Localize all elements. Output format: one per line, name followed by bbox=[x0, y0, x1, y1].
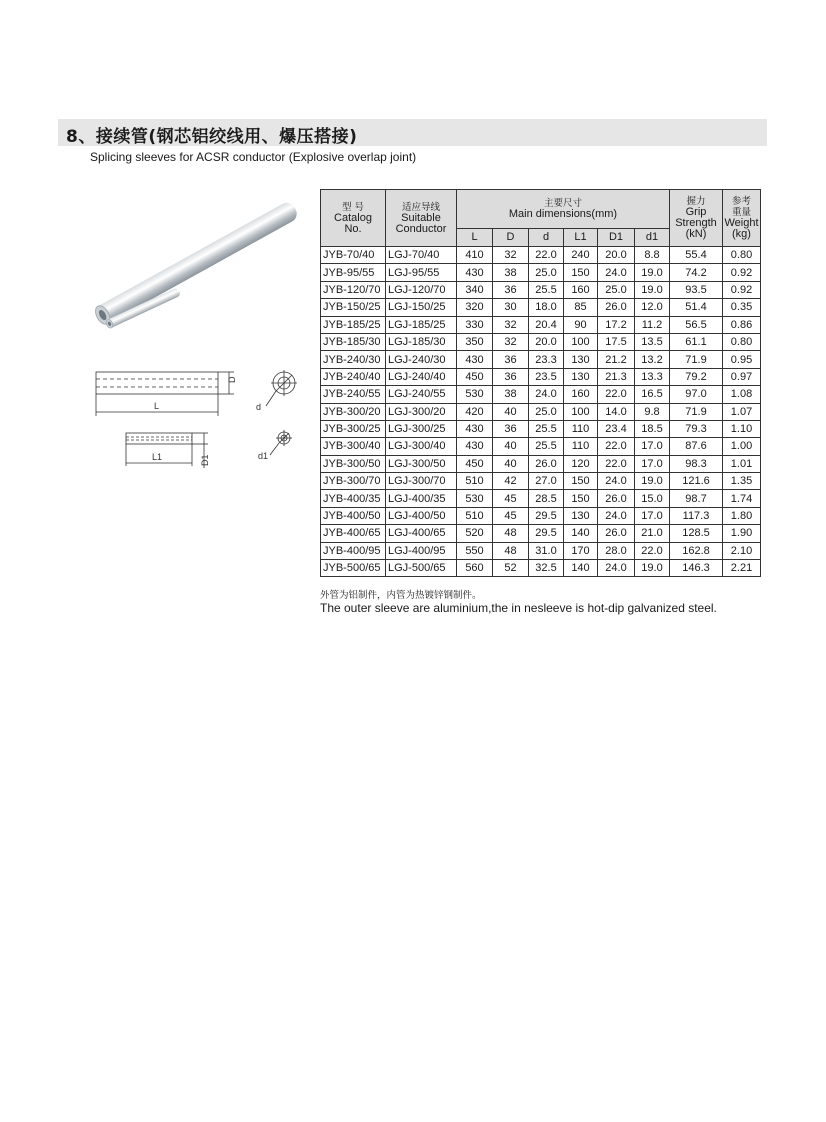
table-cell: JYB-300/40 bbox=[321, 438, 386, 455]
table-cell: 1.08 bbox=[723, 386, 761, 403]
table-cell: 38 bbox=[493, 386, 529, 403]
table-cell: JYB-400/95 bbox=[321, 542, 386, 559]
table-cell: 28.5 bbox=[529, 490, 564, 507]
section-title: 8、接续管(钢芯铝绞线用、爆压搭接) bbox=[66, 127, 358, 147]
table-row bbox=[321, 264, 761, 281]
table-cell: 130 bbox=[564, 507, 598, 524]
table-cell: LGJ-400/95 bbox=[386, 542, 457, 559]
table-row bbox=[321, 281, 761, 298]
table-row bbox=[321, 525, 761, 542]
table-cell: 61.1 bbox=[670, 333, 723, 350]
table-cell: 71.9 bbox=[670, 351, 723, 368]
table-cell: 19.0 bbox=[635, 473, 670, 490]
table-cell: 121.6 bbox=[670, 473, 723, 490]
table-cell: LGJ-300/70 bbox=[386, 473, 457, 490]
header-d: d bbox=[529, 229, 564, 247]
table-cell: 25.5 bbox=[529, 281, 564, 298]
label-D1: D1 bbox=[200, 454, 210, 466]
table-cell: 130 bbox=[564, 351, 598, 368]
table-cell: 350 bbox=[457, 333, 493, 350]
table-cell: 170 bbox=[564, 542, 598, 559]
table-cell: 1.07 bbox=[723, 403, 761, 420]
table-cell: 450 bbox=[457, 368, 493, 385]
table-cell: 22.0 bbox=[598, 455, 635, 472]
table-cell: 36 bbox=[493, 281, 529, 298]
table-cell: 21.2 bbox=[598, 351, 635, 368]
table-row bbox=[321, 386, 761, 403]
table-cell: 18.0 bbox=[529, 299, 564, 316]
table-cell: 74.2 bbox=[670, 264, 723, 281]
table-cell: 19.0 bbox=[635, 264, 670, 281]
table-cell: 100 bbox=[564, 403, 598, 420]
table-cell: LGJ-300/20 bbox=[386, 403, 457, 420]
header-L: L bbox=[457, 229, 493, 247]
header-D1: D1 bbox=[598, 229, 635, 247]
table-cell: 32.5 bbox=[529, 560, 564, 577]
table-row bbox=[321, 542, 761, 559]
table-cell: LGJ-300/40 bbox=[386, 438, 457, 455]
table-cell: 36 bbox=[493, 368, 529, 385]
table-cell: 14.0 bbox=[598, 403, 635, 420]
table-cell: 13.3 bbox=[635, 368, 670, 385]
table-cell: 40 bbox=[493, 455, 529, 472]
table-cell: 55.4 bbox=[670, 247, 723, 264]
table-cell: 430 bbox=[457, 264, 493, 281]
table-cell: 0.92 bbox=[723, 281, 761, 298]
table-cell: 24.0 bbox=[598, 560, 635, 577]
table-cell: 22.0 bbox=[635, 542, 670, 559]
table-cell: 97.0 bbox=[670, 386, 723, 403]
table-row bbox=[321, 316, 761, 333]
table-cell: 30 bbox=[493, 299, 529, 316]
table-cell: 420 bbox=[457, 403, 493, 420]
table-cell: 24.0 bbox=[529, 386, 564, 403]
table-cell: 93.5 bbox=[670, 281, 723, 298]
table-cell: 48 bbox=[493, 542, 529, 559]
table-cell: 17.0 bbox=[635, 438, 670, 455]
table-cell: 410 bbox=[457, 247, 493, 264]
table-cell: 98.7 bbox=[670, 490, 723, 507]
table-cell: 1.01 bbox=[723, 455, 761, 472]
table-row bbox=[321, 507, 761, 524]
table-cell: 0.95 bbox=[723, 351, 761, 368]
table-cell: 430 bbox=[457, 351, 493, 368]
table-cell: 140 bbox=[564, 560, 598, 577]
table-cell: 150 bbox=[564, 264, 598, 281]
table-cell: 27.0 bbox=[529, 473, 564, 490]
table-cell: 24.0 bbox=[598, 264, 635, 281]
table-cell: LGJ-120/70 bbox=[386, 281, 457, 298]
table-cell: 13.5 bbox=[635, 333, 670, 350]
table-cell: 36 bbox=[493, 420, 529, 437]
table-cell: LGJ-70/40 bbox=[386, 247, 457, 264]
table-cell: 0.80 bbox=[723, 333, 761, 350]
dimension-drawing bbox=[88, 360, 308, 475]
table-cell: 110 bbox=[564, 420, 598, 437]
table-row bbox=[321, 560, 761, 577]
table-cell: 15.0 bbox=[635, 490, 670, 507]
table-cell: 40 bbox=[493, 438, 529, 455]
table-cell: 85 bbox=[564, 299, 598, 316]
table-cell: 2.10 bbox=[723, 542, 761, 559]
header-grip: 握力 Grip Strength (kN) bbox=[670, 190, 723, 247]
table-cell: 0.86 bbox=[723, 316, 761, 333]
table-cell: 90 bbox=[564, 316, 598, 333]
table-cell: 160 bbox=[564, 386, 598, 403]
table-cell: 162.8 bbox=[670, 542, 723, 559]
table-cell: 79.3 bbox=[670, 420, 723, 437]
table-row bbox=[321, 403, 761, 420]
table-cell: 0.92 bbox=[723, 264, 761, 281]
sleeve-photo bbox=[80, 190, 310, 340]
table-cell: 42 bbox=[493, 473, 529, 490]
table-cell: 52 bbox=[493, 560, 529, 577]
table-cell: 1.80 bbox=[723, 507, 761, 524]
table-cell: 12.0 bbox=[635, 299, 670, 316]
table-cell: 24.0 bbox=[598, 473, 635, 490]
table-cell: 25.0 bbox=[598, 281, 635, 298]
table-cell: JYB-400/50 bbox=[321, 507, 386, 524]
table-cell: 560 bbox=[457, 560, 493, 577]
table-cell: 26.0 bbox=[529, 455, 564, 472]
table-cell: 11.2 bbox=[635, 316, 670, 333]
table-cell: JYB-400/65 bbox=[321, 525, 386, 542]
table-row bbox=[321, 490, 761, 507]
table-cell: JYB-95/55 bbox=[321, 264, 386, 281]
table-cell: 25.5 bbox=[529, 420, 564, 437]
table-cell: 8.8 bbox=[635, 247, 670, 264]
header-dimensions: 主要尺寸 Main dimensions(mm) bbox=[457, 190, 670, 229]
table-cell: 29.5 bbox=[529, 507, 564, 524]
table-cell: 146.3 bbox=[670, 560, 723, 577]
table-cell: 430 bbox=[457, 438, 493, 455]
table-cell: 520 bbox=[457, 525, 493, 542]
table-cell: 120 bbox=[564, 455, 598, 472]
table-row bbox=[321, 438, 761, 455]
table-cell: 22.0 bbox=[598, 438, 635, 455]
table-cell: 17.5 bbox=[598, 333, 635, 350]
table-cell: 29.5 bbox=[529, 525, 564, 542]
table-cell: 98.3 bbox=[670, 455, 723, 472]
table-cell: LGJ-300/50 bbox=[386, 455, 457, 472]
label-d: d bbox=[256, 402, 262, 412]
table-cell: 1.35 bbox=[723, 473, 761, 490]
table-cell: 2.21 bbox=[723, 560, 761, 577]
table-cell: JYB-240/30 bbox=[321, 351, 386, 368]
table-cell: 20.0 bbox=[598, 247, 635, 264]
label-L1: L1 bbox=[152, 452, 163, 462]
header-weight: 参考重量 Weight (kg) bbox=[723, 190, 761, 247]
table-cell: JYB-300/70 bbox=[321, 473, 386, 490]
table-cell: LGJ-185/30 bbox=[386, 333, 457, 350]
table-cell: 23.5 bbox=[529, 368, 564, 385]
table-row bbox=[321, 368, 761, 385]
table-cell: 45 bbox=[493, 507, 529, 524]
table-cell: 28.0 bbox=[598, 542, 635, 559]
table-cell: LGJ-400/50 bbox=[386, 507, 457, 524]
table-cell: 40 bbox=[493, 403, 529, 420]
table-cell: JYB-300/50 bbox=[321, 455, 386, 472]
label-d1: d1 bbox=[258, 451, 269, 461]
table-cell: 19.0 bbox=[635, 560, 670, 577]
header-model: 型 号 Catalog No. bbox=[321, 190, 386, 247]
table-cell: 17.0 bbox=[635, 455, 670, 472]
table-cell: 38 bbox=[493, 264, 529, 281]
table-cell: 117.3 bbox=[670, 507, 723, 524]
spec-table bbox=[320, 189, 761, 577]
table-row bbox=[321, 333, 761, 350]
outer-sleeve-image bbox=[93, 200, 300, 327]
header-conductor: 适应导线 Suitable Conductor bbox=[386, 190, 457, 247]
table-cell: 23.4 bbox=[598, 420, 635, 437]
table-cell: 56.5 bbox=[670, 316, 723, 333]
table-row bbox=[321, 247, 761, 264]
table-cell: 87.6 bbox=[670, 438, 723, 455]
table-cell: 430 bbox=[457, 420, 493, 437]
outer-sleeve-side-view bbox=[96, 372, 218, 394]
table-cell: 32 bbox=[493, 316, 529, 333]
table-cell: 24.0 bbox=[598, 507, 635, 524]
table-cell: 48 bbox=[493, 525, 529, 542]
table-row bbox=[321, 473, 761, 490]
table-cell: 450 bbox=[457, 455, 493, 472]
table-cell: LGJ-150/25 bbox=[386, 299, 457, 316]
table-cell: LGJ-185/25 bbox=[386, 316, 457, 333]
table-cell: 23.3 bbox=[529, 351, 564, 368]
table-cell: 32 bbox=[493, 247, 529, 264]
table-cell: JYB-400/35 bbox=[321, 490, 386, 507]
table-cell: 19.0 bbox=[635, 281, 670, 298]
table-cell: 51.4 bbox=[670, 299, 723, 316]
table-cell: 9.8 bbox=[635, 403, 670, 420]
table-cell: 0.35 bbox=[723, 299, 761, 316]
header-d1: d1 bbox=[635, 229, 670, 247]
table-cell: JYB-120/70 bbox=[321, 281, 386, 298]
table-cell: LGJ-240/55 bbox=[386, 386, 457, 403]
table-cell: 25.0 bbox=[529, 264, 564, 281]
note-chinese: 外管为铝制件，内管为热镀锌钢制件。 bbox=[320, 590, 482, 601]
table-cell: 26.0 bbox=[598, 490, 635, 507]
table-cell: 20.0 bbox=[529, 333, 564, 350]
table-row bbox=[321, 351, 761, 368]
table-cell: 0.97 bbox=[723, 368, 761, 385]
table-cell: 340 bbox=[457, 281, 493, 298]
table-cell: LGJ-400/35 bbox=[386, 490, 457, 507]
table-cell: 79.2 bbox=[670, 368, 723, 385]
table-cell: LGJ-300/25 bbox=[386, 420, 457, 437]
table-cell: 1.10 bbox=[723, 420, 761, 437]
table-cell: 21.0 bbox=[635, 525, 670, 542]
table-cell: 17.2 bbox=[598, 316, 635, 333]
table-cell: 21.3 bbox=[598, 368, 635, 385]
table-cell: 18.5 bbox=[635, 420, 670, 437]
table-cell: 25.0 bbox=[529, 403, 564, 420]
table-cell: 150 bbox=[564, 473, 598, 490]
label-L: L bbox=[154, 401, 160, 411]
table-cell: 16.5 bbox=[635, 386, 670, 403]
table-cell: LGJ-400/65 bbox=[386, 525, 457, 542]
table-cell: 20.4 bbox=[529, 316, 564, 333]
table-row bbox=[321, 455, 761, 472]
header-D: D bbox=[493, 229, 529, 247]
table-cell: JYB-240/55 bbox=[321, 386, 386, 403]
table-cell: 13.2 bbox=[635, 351, 670, 368]
table-cell: LGJ-240/40 bbox=[386, 368, 457, 385]
table-cell: 510 bbox=[457, 507, 493, 524]
table-cell: JYB-150/25 bbox=[321, 299, 386, 316]
table-cell: 128.5 bbox=[670, 525, 723, 542]
table-cell: 130 bbox=[564, 368, 598, 385]
table-cell: 0.80 bbox=[723, 247, 761, 264]
table-cell: LGJ-95/55 bbox=[386, 264, 457, 281]
table-cell: 1.90 bbox=[723, 525, 761, 542]
table-cell: 71.9 bbox=[670, 403, 723, 420]
table-cell: 31.0 bbox=[529, 542, 564, 559]
table-cell: 17.0 bbox=[635, 507, 670, 524]
note-english: The outer sleeve are aluminium,the in nesleeve is hot-dip galvanized steel. bbox=[320, 601, 717, 615]
table-cell: 150 bbox=[564, 490, 598, 507]
table-cell: JYB-300/25 bbox=[321, 420, 386, 437]
table-cell: 26.0 bbox=[598, 525, 635, 542]
table-cell: 32 bbox=[493, 333, 529, 350]
table-cell: JYB-70/40 bbox=[321, 247, 386, 264]
table-cell: JYB-185/30 bbox=[321, 333, 386, 350]
table-cell: 26.0 bbox=[598, 299, 635, 316]
table-cell: 45 bbox=[493, 490, 529, 507]
section-subtitle: Splicing sleeves for ACSR conductor (Explosive overlap joint) bbox=[90, 150, 417, 164]
table-cell: JYB-500/65 bbox=[321, 560, 386, 577]
table-row bbox=[321, 420, 761, 437]
table-cell: 510 bbox=[457, 473, 493, 490]
table-cell: 550 bbox=[457, 542, 493, 559]
table-cell: 100 bbox=[564, 333, 598, 350]
table-cell: 240 bbox=[564, 247, 598, 264]
table-cell: 22.0 bbox=[598, 386, 635, 403]
table-cell: LGJ-240/30 bbox=[386, 351, 457, 368]
label-D: D bbox=[227, 376, 237, 383]
header-L1: L1 bbox=[564, 229, 598, 247]
table-cell: 110 bbox=[564, 438, 598, 455]
table-cell: 320 bbox=[457, 299, 493, 316]
table-cell: JYB-185/25 bbox=[321, 316, 386, 333]
table-cell: JYB-300/20 bbox=[321, 403, 386, 420]
table-row bbox=[321, 299, 761, 316]
table-cell: LGJ-500/65 bbox=[386, 560, 457, 577]
table-cell: JYB-240/40 bbox=[321, 368, 386, 385]
table-cell: 330 bbox=[457, 316, 493, 333]
inner-sleeve-side-view bbox=[126, 433, 192, 444]
table-cell: 1.00 bbox=[723, 438, 761, 455]
table-cell: 140 bbox=[564, 525, 598, 542]
table-cell: 22.0 bbox=[529, 247, 564, 264]
table-cell: 160 bbox=[564, 281, 598, 298]
table-cell: 1.74 bbox=[723, 490, 761, 507]
table-cell: 36 bbox=[493, 351, 529, 368]
table-cell: 530 bbox=[457, 490, 493, 507]
table-cell: 25.5 bbox=[529, 438, 564, 455]
table-cell: 530 bbox=[457, 386, 493, 403]
